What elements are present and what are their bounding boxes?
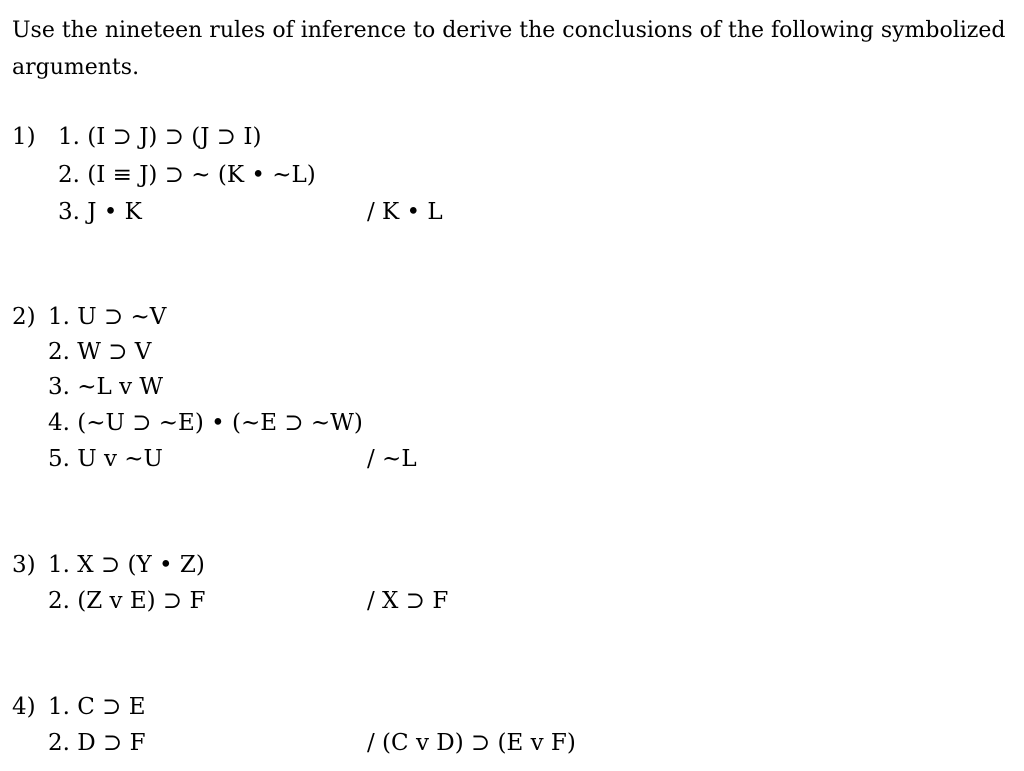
premise-2: 2. (Z v E) ⊃ F	[48, 588, 206, 614]
premise-3: 3. J • K	[58, 199, 142, 225]
problem-number: 4)	[12, 694, 36, 720]
premise-5: 5. U v ~U	[48, 446, 163, 472]
premise-4: 4. (~U ⊃ ~E) • (~E ⊃ ~W)	[48, 410, 363, 436]
premise-3: 3. ~L v W	[48, 374, 164, 400]
conclusion: / ~L	[367, 446, 417, 472]
premise-1: 1. C ⊃ E	[48, 694, 146, 720]
premise-2: 2. (I ≡ J) ⊃ ~ (K • ~L)	[58, 162, 316, 188]
instructions-text: Use the nineteen rules of inference to derive the conclusions of the following symbolized arguments.	[12, 18, 1006, 80]
premise-1: 1. (I ⊃ J) ⊃ (J ⊃ I)	[58, 124, 262, 150]
problem-number: 1)	[12, 124, 36, 150]
premise-2: 2. D ⊃ F	[48, 730, 146, 756]
conclusion: / X ⊃ F	[367, 588, 449, 614]
premise-1: 1. X ⊃ (Y • Z)	[48, 552, 205, 578]
conclusion: / (C v D) ⊃ (E v F)	[367, 730, 576, 756]
problem-number: 2)	[12, 304, 36, 330]
problem-number: 3)	[12, 552, 36, 578]
premise-1: 1. U ⊃ ~V	[48, 304, 167, 330]
premise-2: 2. W ⊃ V	[48, 339, 152, 365]
conclusion: / K • L	[367, 199, 443, 225]
